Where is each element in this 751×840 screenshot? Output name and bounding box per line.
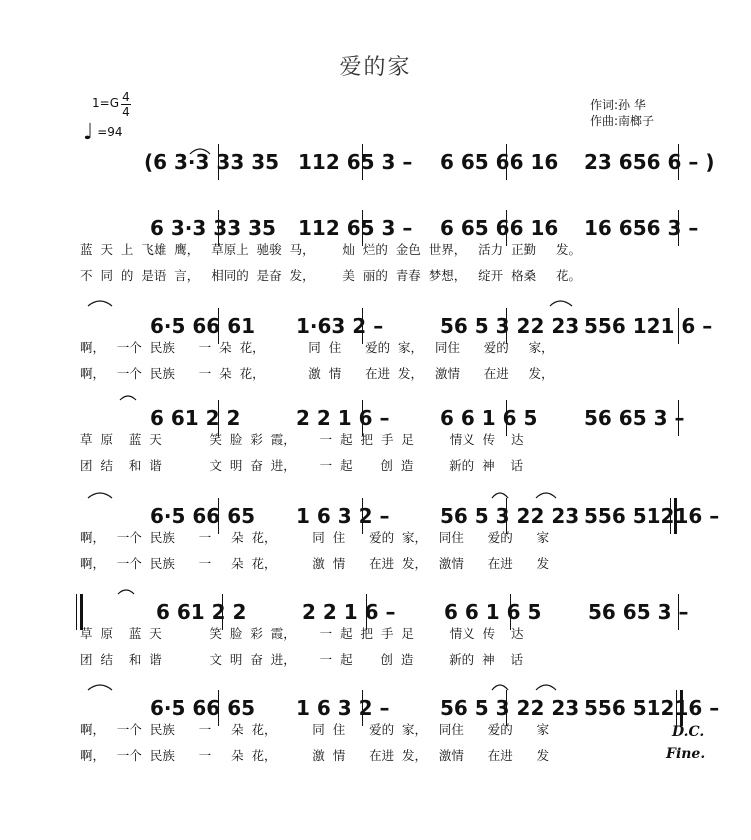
dc-marking: D.C. xyxy=(672,724,705,740)
lyrics-verse-2: 团 结 和 谐 文 明 奋 进， 一 起 创 造 新的 神 话 xyxy=(80,458,523,473)
quarter-note-icon: ♩ xyxy=(83,120,94,145)
tempo-value: =94 xyxy=(97,125,123,139)
key-signature: 1=G xyxy=(92,96,119,110)
lyrics-verse-2: 啊， 一个 民族 一 朵 花， 激 情 在进 发， 激情 在进 发 xyxy=(80,748,550,763)
measure: 56 5 3 22 23 xyxy=(440,504,580,528)
slur xyxy=(492,493,508,498)
measure: 6 6 1 6 5 xyxy=(444,600,542,624)
lyrics-verse-2: 啊， 一个 民族 一 朵 花， 激 情 在进 发， 激情 在进 发， xyxy=(80,366,554,381)
measure: 23 656 6 – ) xyxy=(584,150,715,174)
measure: 6·5 66 65 xyxy=(150,696,256,720)
measure: 6 6 1 6 5 xyxy=(440,406,538,430)
measure: 112 65 3 – xyxy=(298,150,413,174)
lyrics-verse-1: 啊， 一个 民族 一 朵 花， 同 住 爱的 家， 同住 爱的 家 xyxy=(80,530,550,545)
measure: 1·63 2 – xyxy=(296,314,384,338)
measure: 556 51216 – xyxy=(584,696,720,720)
lyrics-verse-1: 草 原 蓝 天 笑 脸 彩 霞， 一 起 把 手 足 情义 传 达 xyxy=(80,432,524,447)
slur xyxy=(492,685,508,690)
measure: 6 3·3 33 35 xyxy=(150,216,276,240)
measure: 16 656 3 – xyxy=(584,216,699,240)
measure: 56 5 3 22 23 xyxy=(440,314,580,338)
measure: 556 51216 – xyxy=(584,504,720,528)
measure: 6 65 66 16 xyxy=(440,216,559,240)
measure: 556 121 6 – xyxy=(584,314,713,338)
measure: 56 65 3 – xyxy=(588,600,689,624)
lyrics-verse-2: 团 结 和 谐 文 明 奋 进， 一 起 创 造 新的 神 话 xyxy=(80,652,523,667)
slur xyxy=(550,301,572,306)
slur xyxy=(118,590,134,594)
slur xyxy=(88,685,112,690)
slur xyxy=(536,685,556,690)
measure: 56 5 3 22 23 xyxy=(440,696,580,720)
lyrics-verse-1: 啊， 一个 民族 一 朵 花， 同 住 爱的 家， 同住 爱的 家， xyxy=(80,340,554,355)
time-sig-bottom: 4 xyxy=(122,105,130,119)
measure: 1 6 3 2 – xyxy=(296,504,390,528)
measure: 6 61 2 2 xyxy=(156,600,247,624)
slur xyxy=(88,301,112,306)
lyrics-verse-1: 啊， 一个 民族 一 朵 花， 同 住 爱的 家， 同住 爱的 家 xyxy=(80,722,550,737)
lyrics-verse-1: 蓝 天 上 飞雄 鹰， 草原上 驰骏 马， 灿 烂的 金色 世界， 活力 正勤 发。 xyxy=(80,242,581,257)
lyrics-verse-1: 草 原 蓝 天 笑 脸 彩 霞， 一 起 把 手 足 情义 传 达 xyxy=(80,626,524,641)
measure: 1 6 3 2 – xyxy=(296,696,390,720)
lyrics-verse-2: 不 同 的 是语 言， 相同的 是奋 发， 美 丽的 青春 梦想， 绽开 格桑 花。 xyxy=(80,268,581,283)
measure: 56 65 3 – xyxy=(584,406,685,430)
slur xyxy=(190,149,210,154)
time-sig-top: 4 xyxy=(122,90,130,104)
measure: 6·5 66 61 xyxy=(150,314,256,338)
measure: 6·5 66 65 xyxy=(150,504,256,528)
slur xyxy=(536,493,556,498)
composer-credit: 作曲:南榔子 xyxy=(590,114,655,128)
measure: 2 2 1 6 – xyxy=(302,600,396,624)
slur xyxy=(88,493,112,498)
measure: (6 3·3 33 35 xyxy=(144,150,280,174)
fine-marking: Fine. xyxy=(666,746,706,762)
measure: 6 61 2 2 xyxy=(150,406,241,430)
lyricist-credit: 作词:孙 华 xyxy=(590,98,646,112)
slur xyxy=(120,396,136,400)
song-title: 爱的家 xyxy=(339,55,412,80)
lyrics-verse-2: 啊， 一个 民族 一 朵 花， 激 情 在进 发， 激情 在进 发 xyxy=(80,556,550,571)
measure: 6 65 66 16 xyxy=(440,150,559,174)
measure: 112 65 3 – xyxy=(298,216,413,240)
measure: 2 2 1 6 – xyxy=(296,406,390,430)
